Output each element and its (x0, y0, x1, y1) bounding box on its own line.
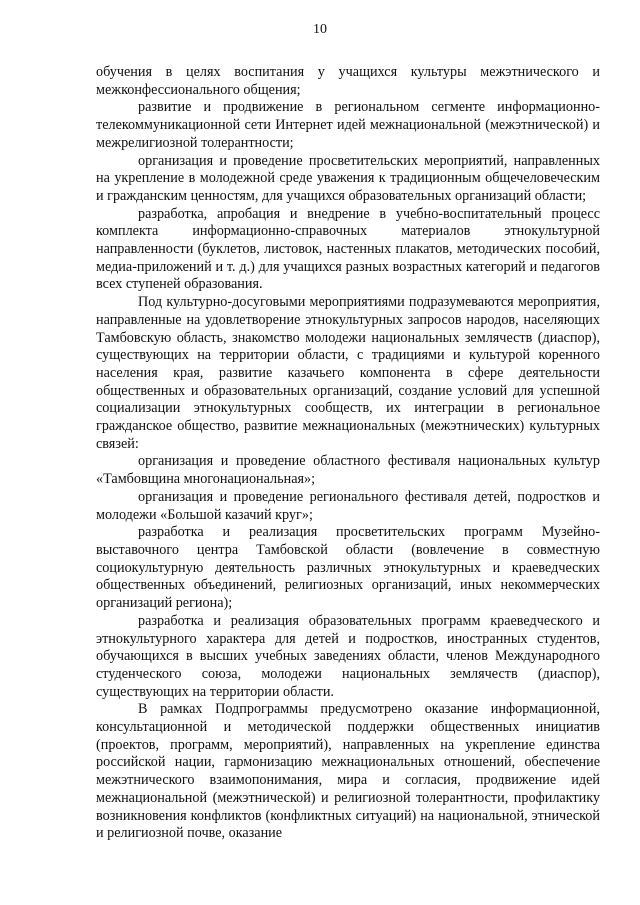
paragraph: организация и проведение областного фестиваля национальных культур «Тамбовщина многонациональная»; (96, 453, 600, 488)
paragraph: В рамках Подпрограммы предусмотрено оказание информационной, консультационной и методической поддержки общественных инициатив (проектов, программ, мероприятий), направленных на укрепление единства российской нации, гармонизацию межнациональных отношений, обеспечение межэтнического взаимопонимания, мира и согласия, продвижение идей межнациональной (межэтнической) и религиозной толерантности, профилактику возникновения конфликтов (конфликтных ситуаций) на национальной, этнической и религиозной почве, оказание (96, 701, 600, 842)
paragraph: разработка и реализация образовательных программ краеведческого и этнокультурного характера для детей и подростков, иностранных студентов, обучающихся в высших учебных заведениях области, членов Международного студенческого союза, молодежи национальных землячеств (диаспор), существующих на территории области. (96, 612, 600, 700)
paragraph: организация и проведение просветительских мероприятий, направленных на укрепление в молодежной среде уважения к традиционным общечеловеческим и гражданским ценностям, для учащихся образовательных организаций области; (96, 152, 600, 204)
paragraph: разработка и реализация просветительских программ Музейно-выставочного центра Тамбовской области (вовлечение в совместную социокультурную деятельность различных этнокультурных и краеведческих общественных объединений, религиозных организаций, иных некоммерческих организаций региона); (96, 524, 600, 612)
paragraph: организация и проведение регионального фестиваля детей, подростков и молодежи «Большой казачий круг»; (96, 488, 600, 523)
paragraph: развитие и продвижение в региональном сегменте информационно-телекоммуникационной сети Интернет идей межнациональной (межэтнической) и межрелигиозной толерантности; (96, 99, 600, 151)
paragraph: Под культурно-досуговыми мероприятиями подразумеваются мероприятия, направленные на удовлетворение этнокультурных запросов народов, населяющих Тамбовскую область, знакомство молодежи национальных землячеств (диаспор), существующих на территории области, с традициями и культурой коренного населения края, развитие казачьего компонента в сфере деятельности общественных и образовательных организаций, создание условий для успешной социализации этнокультурных сообществ, их интеграции в региональное гражданское общество, развитие межнациональных (межэтнических) культурных связей: (96, 294, 600, 452)
paragraph: обучения в целях воспитания у учащихся культуры межэтнического и межконфессионального общения; (96, 64, 600, 98)
document-body (96, 64, 600, 843)
paragraph: разработка, апробация и внедрение в учебно-воспитательный процесс комплекта информационно-справочных материалов этнокультурной направленности (буклетов, листовок, настенных плакатов, методических пособий, медиа-приложений и т. д.) для учащихся разных возрастных категорий и педагогов всех ступеней образования. (96, 205, 600, 293)
page-number: 10 (313, 22, 327, 37)
